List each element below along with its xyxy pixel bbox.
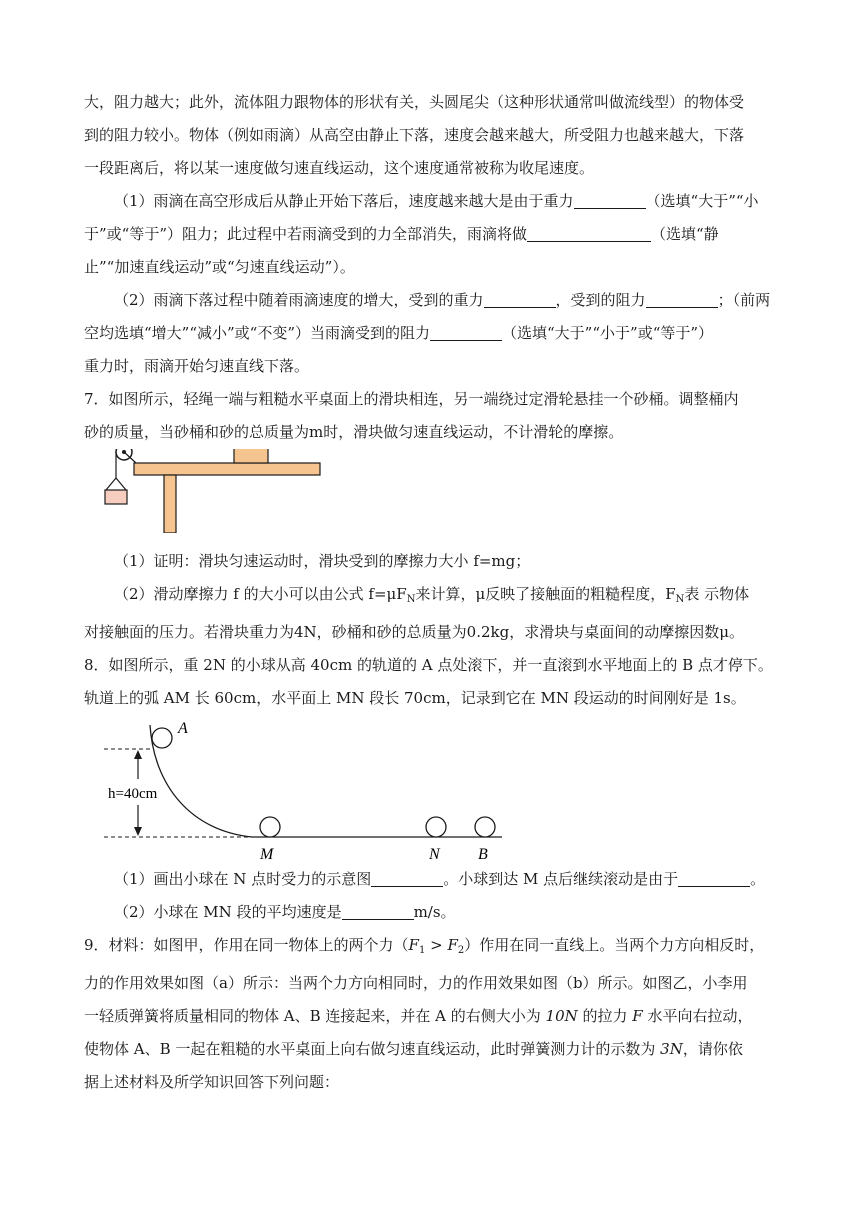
answer-blank[interactable] [484, 290, 556, 308]
q9-stem-line2: 力的作用效果如图（a）所示：当两个力方向相同时，力的作用效果如图（b）所示。如图乙，小李用 [84, 974, 748, 992]
label-b: B [478, 846, 488, 863]
label-h: h=40cm [108, 786, 158, 802]
answer-blank[interactable] [574, 191, 646, 209]
q9-stem-line4: 使物体 A、B 一起在粗糙的水平桌面上向右做匀速直线运动，此时弹簧测力计的示数为 3N，请你依 [84, 1040, 743, 1058]
q9-stem-line5: 据上述材料及所学知识回答下列问题： [84, 1073, 340, 1091]
q6-part2-line3: 重力时，雨滴开始匀速直线下落。 [84, 357, 310, 375]
arrow-head-up [134, 750, 142, 759]
track-curve [150, 725, 502, 837]
q8-figure [84, 717, 784, 863]
table-leg [164, 475, 176, 533]
label-n: N [429, 846, 440, 863]
ball-at-m [260, 817, 280, 837]
q8-part2: （2）小球在 MN 段的平均速度是 m/s。 [114, 903, 456, 921]
answer-blank[interactable] [527, 224, 651, 242]
q8-part1: （1）画出小球在 N 点时受力的示意图 。小球到达 M 点后继续滚动是由于 。 [114, 870, 766, 888]
answer-blank[interactable] [646, 290, 718, 308]
q9-stem-line3: 一轻质弹簧将质量相同的物体 A、B 连接起来，并在 A 的右侧大小为 10N 的拉力 F 水平向右拉动， [84, 1007, 753, 1025]
sand-bucket [105, 490, 127, 504]
table-top [134, 463, 320, 475]
q7-part1: （1）证明：滑块匀速运动时，滑块受到的摩擦力大小 f=mg； [114, 552, 531, 570]
answer-blank[interactable] [371, 869, 443, 887]
q7-figure [84, 449, 784, 533]
answer-blank[interactable] [430, 323, 502, 341]
q6-part1-line2: 于”或“等于”）阻力；此过程中若雨滴受到的力全部消失，雨滴将做 （选填“静 [84, 225, 719, 243]
arrow-head-down [134, 827, 142, 836]
q8-stem-line1: 8．如图所示，重 2N 的小球从高 40cm 的轨道的 A 点处滚下，并一直滚到水平地面上的 B 点才停下。 [84, 656, 773, 674]
answer-blank[interactable] [342, 902, 414, 920]
q7-stem-line2: 砂的质量，当砂桶和砂的总质量为m时，滑块做匀速直线运动，不计滑轮的摩擦。 [84, 423, 624, 441]
intro-line-1: 大，阻力越大；此外，流体阻力跟物体的形状有关，头圆尾尖（这种形状通常叫做流线型）的物体受 [84, 93, 745, 111]
q7-stem-line1: 7．如图所示，轻绳一端与粗糙水平桌面上的滑块相连，另一端绕过定滑轮悬挂一个砂桶。调整桶内 [84, 390, 739, 408]
ball-at-b [475, 817, 495, 837]
document-page [84, 86, 784, 1099]
q7-part2-line1: （2）滑动摩擦力 f 的大小可以由公式 $f=\mu F_N$来计算，μ反映了接触面的粗糙程度，$F_N$表 示物体 [114, 585, 750, 605]
intro-line-2: 到的阻力较小。物体（例如雨滴）从高空由静止下落，速度会越来越大，所受阻力也越来越大，下落 [84, 126, 745, 144]
slider-block [234, 449, 268, 463]
track-diagram [82, 717, 502, 863]
label-m: M [260, 846, 274, 863]
q9-stem-line1: 9．材料：如图甲，作用在同一物体上的两个力$(F_1 > F_2)$作用在同一直线上。当两个力方向相反时， [84, 936, 765, 956]
q6-part2-line2: 空均选填“增大”“减小”或“不变”）当雨滴受到的阻力 （选填“大于”“小于”或“等于”） [84, 324, 714, 342]
ball-at-n [426, 817, 446, 837]
q8-stem-line2: 轨道上的弧 AM 长 60cm，水平面上 MN 段长 70cm，记录到它在 MN 段运动的时间刚好是 1s。 [84, 689, 746, 707]
q6-part2-line1: （2）雨滴下落过程中随着雨滴速度的增大，受到的重力 ，受到的阻力 ；（前两 [114, 291, 771, 309]
q6-part1-line3: 止”“加速直线运动”或“匀速直线运动”）。 [84, 258, 355, 276]
bucket-handle [106, 478, 126, 490]
q6-part1-line1: （1）雨滴在高空形成后从静止开始下落后，速度越来越大是由于重力 （选填“大于”“小 [114, 192, 759, 210]
answer-blank[interactable] [678, 869, 750, 887]
q7-part2-line2: 对接触面的压力。若滑块重力为4N，砂桶和砂的总质量为0.2kg，求滑块与桌面间的动摩擦因数μ。 [84, 623, 744, 641]
intro-line-3: 一段距离后，将以某一速度做匀速直线运动，这个速度通常被称为收尾速度。 [84, 159, 595, 177]
label-a: A [178, 720, 188, 737]
pulley-table-diagram [84, 449, 344, 533]
ball-at-a [152, 728, 172, 748]
